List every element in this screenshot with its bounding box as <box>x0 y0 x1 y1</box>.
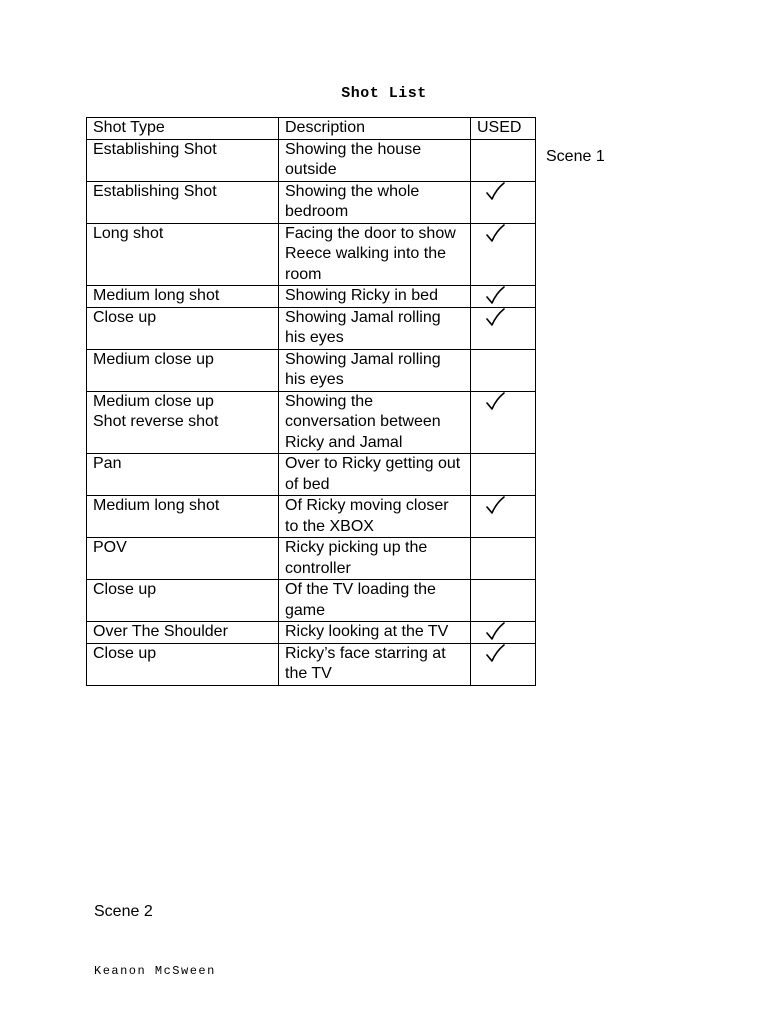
scene-1-label: Scene 1 <box>546 148 605 165</box>
shot-list-table <box>86 117 536 686</box>
shot-type-cell: Medium long shot <box>87 496 279 538</box>
header-description: Description <box>279 118 471 140</box>
shot-type-cell: Pan <box>87 454 279 496</box>
table-header-row <box>87 118 536 140</box>
scene-2-label: Scene 2 <box>94 903 153 920</box>
table-row <box>87 181 536 223</box>
table-body <box>87 139 536 685</box>
description-cell: Showing Jamal rolling his eyes <box>279 349 471 391</box>
description-cell: Ricky’s face starring at the TV <box>279 643 471 685</box>
table-row <box>87 139 536 181</box>
used-cell <box>471 181 536 223</box>
table-row <box>87 307 536 349</box>
used-cell <box>471 391 536 454</box>
description-cell: Showing the whole bedroom <box>279 181 471 223</box>
checkmark-icon <box>485 286 505 306</box>
used-cell <box>471 538 536 580</box>
description-cell: Ricky picking up the controller <box>279 538 471 580</box>
description-cell: Of the TV loading the game <box>279 580 471 622</box>
shot-type-cell: Over The Shoulder <box>87 622 279 644</box>
shot-type-cell: Establishing Shot <box>87 181 279 223</box>
checkmark-icon <box>485 644 505 664</box>
table-row <box>87 391 536 454</box>
header-used: USED <box>471 118 536 140</box>
shot-type-cell: Medium close up <box>87 349 279 391</box>
table-row <box>87 454 536 496</box>
table-row <box>87 496 536 538</box>
header-shot-type: Shot Type <box>87 118 279 140</box>
table-row <box>87 223 536 286</box>
used-cell <box>471 643 536 685</box>
description-cell: Showing the house outside <box>279 139 471 181</box>
description-cell: Of Ricky moving closer to the XBOX <box>279 496 471 538</box>
table-row <box>87 538 536 580</box>
table-row <box>87 349 536 391</box>
description-cell: Over to Ricky getting out of bed <box>279 454 471 496</box>
checkmark-icon <box>485 392 505 412</box>
description-cell: Showing Jamal rolling his eyes <box>279 307 471 349</box>
shot-type-cell: Close up <box>87 643 279 685</box>
checkmark-icon <box>485 224 505 244</box>
used-cell <box>471 622 536 644</box>
checkmark-icon <box>485 182 505 202</box>
shot-type-cell: POV <box>87 538 279 580</box>
description-cell: Showing Ricky in bed <box>279 286 471 308</box>
used-cell <box>471 496 536 538</box>
document-title: Shot List <box>341 85 427 102</box>
checkmark-icon <box>485 496 505 516</box>
used-cell <box>471 139 536 181</box>
used-cell <box>471 349 536 391</box>
shot-type-cell: Medium long shot <box>87 286 279 308</box>
used-cell <box>471 580 536 622</box>
table-row <box>87 643 536 685</box>
used-cell <box>471 454 536 496</box>
used-cell <box>471 223 536 286</box>
shot-type-cell: Establishing Shot <box>87 139 279 181</box>
description-cell: Ricky looking at the TV <box>279 622 471 644</box>
checkmark-icon <box>485 622 505 642</box>
table-row <box>87 622 536 644</box>
author-name: Keanon McSween <box>94 964 216 978</box>
shot-type-cell: Long shot <box>87 223 279 286</box>
description-cell: Showing the conversation between Ricky and Jamal <box>279 391 471 454</box>
description-cell: Facing the door to show Reece walking into the room <box>279 223 471 286</box>
used-cell <box>471 307 536 349</box>
table-row <box>87 286 536 308</box>
shot-type-cell: Close up <box>87 307 279 349</box>
used-cell <box>471 286 536 308</box>
table-row <box>87 580 536 622</box>
checkmark-icon <box>485 308 505 328</box>
shot-type-cell: Close up <box>87 580 279 622</box>
shot-type-cell: Medium close up Shot reverse shot <box>87 391 279 454</box>
